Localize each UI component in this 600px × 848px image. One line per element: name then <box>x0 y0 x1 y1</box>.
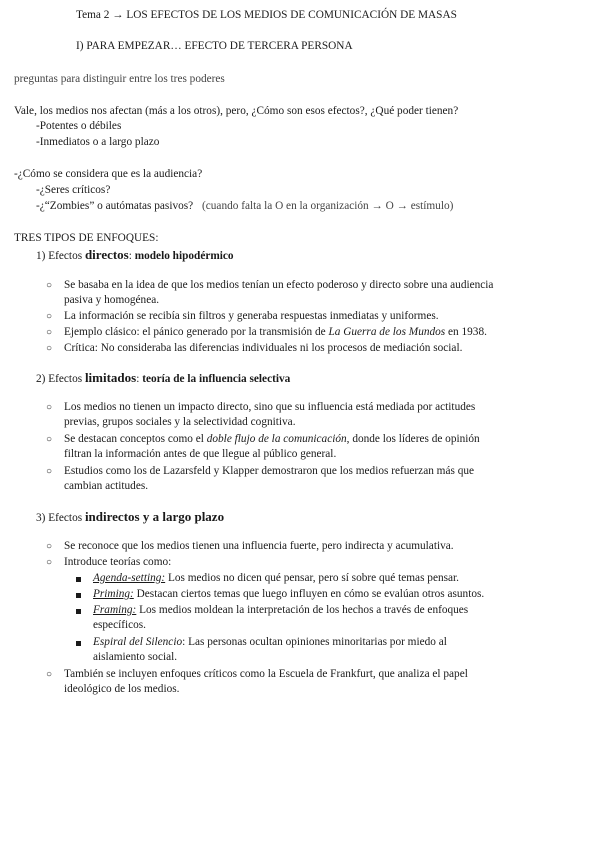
bullet-icon: ○ <box>46 311 53 322</box>
question-2-option-b <box>36 199 453 214</box>
question-2: -¿Cómo se considera que es la audiencia? <box>14 168 203 180</box>
question-1-option-b: -Inmediatos o a largo plazo <box>36 136 160 148</box>
list-item <box>64 325 487 340</box>
list-item: Estudios como los de Lazarsfeld y Klapper demostraron que los medios refuerzan más que <box>64 465 475 477</box>
theory-name: Espiral del Silencio <box>93 636 183 648</box>
list-item-continuation: pasiva y homogénea. <box>64 294 160 306</box>
list-item <box>64 432 480 447</box>
theory-name: Priming: <box>93 588 134 600</box>
section-1-model: modelo hipodérmico <box>134 250 234 262</box>
section-2-prefix: 2) Efectos <box>36 373 85 385</box>
theory-name: Agenda-setting: <box>93 572 166 584</box>
intro-note: preguntas para distinguir entre los tres poderes <box>14 73 225 85</box>
section-2-title <box>36 370 290 387</box>
theory-text: Destacan ciertos temas que luego influyen en cómo se evalúan otros asuntos. <box>133 588 485 600</box>
list-item: La información se recibía sin filtros y generaba respuestas inmediatas y uniformes. <box>64 310 439 322</box>
list-item: Se reconoce que los medios tienen una influencia fuerte, pero indirecta y acumulativa. <box>64 540 454 552</box>
bullet-icon: ○ <box>46 669 53 680</box>
list-item-continuation: ideológico de los medios. <box>64 683 180 695</box>
section-1-prefix: 1) Efectos <box>36 250 85 262</box>
section-3-prefix: 3) Efectos <box>36 512 85 524</box>
list-item-text-end: en 1938. <box>445 326 487 338</box>
bullet-icon: ○ <box>46 541 53 552</box>
section-3-title <box>36 509 224 526</box>
bullet-icon: ○ <box>46 557 53 568</box>
list-item-text: Se destacan conceptos como el <box>64 433 207 445</box>
theory-item <box>93 587 484 602</box>
bullet-icon: ○ <box>46 466 53 477</box>
question-1-option-a: -Potentes o débiles <box>36 120 122 132</box>
theory-item <box>93 635 447 650</box>
list-item-text: Ejemplo clásico: el pánico generado por la transmisión de <box>64 326 329 338</box>
list-item-continuation: cambian actitudes. <box>64 480 149 492</box>
section-2-sep: : <box>136 373 143 385</box>
theory-text: Los medios moldean la interpretación de los hechos a través de enfoques <box>136 604 469 616</box>
tipos-heading: TRES TIPOS DE ENFOQUES: <box>14 232 159 244</box>
theory-text: : Las personas ocultan opiniones minoritarias por miedo al <box>182 636 447 648</box>
list-item-continuation: previas, grupos sociales y la selectividad cognitiva. <box>64 416 296 428</box>
section-heading: I) PARA EMPEZAR… EFECTO DE TERCERA PERSONA <box>76 40 353 52</box>
question-1: Vale, los medios nos afectan (más a los otros), pero, ¿Cómo son esos efectos?, ¿Qué poder tienen? <box>14 105 459 117</box>
question-2-option-a: -¿Seres críticos? <box>36 184 111 196</box>
theory-name: Framing: <box>93 604 137 616</box>
bullet-icon: ○ <box>46 327 53 338</box>
list-item: Se basaba en la idea de que los medios tenían un efecto poderoso y directo sobre una audiencia <box>64 279 494 291</box>
question-2-option-b-note: (cuando falta la O en la organización → O → estímulo) <box>202 200 454 212</box>
list-item-continuation: filtran la información antes de que llegue al público general. <box>64 448 337 460</box>
question-2-option-b-text: -¿“Zombies” o autómatas pasivos? <box>36 200 194 212</box>
list-item: Los medios no tienen un impacto directo, sino que su influencia está mediada por actitudes <box>64 401 476 413</box>
bullet-icon: ○ <box>46 434 53 445</box>
section-1-sep: : <box>128 250 135 262</box>
theory-item <box>93 571 459 586</box>
list-item: También se incluyen enfoques críticos como la Escuela de Frankfurt, que analiza el papel <box>64 668 468 680</box>
list-item-work-title: La Guerra de los Mundos <box>328 326 446 338</box>
theory-item-continuation: aislamiento social. <box>93 651 178 663</box>
square-bullet-icon <box>76 577 81 582</box>
square-bullet-icon <box>76 641 81 646</box>
bullet-icon: ○ <box>46 280 53 291</box>
bullet-icon: ○ <box>46 402 53 413</box>
theory-item <box>93 603 468 618</box>
bullet-icon: ○ <box>46 343 53 354</box>
section-2-model: teoría de la influencia selectiva <box>142 373 291 385</box>
square-bullet-icon <box>76 609 81 614</box>
list-item-text-end: , donde los líderes de opinión <box>346 433 480 445</box>
section-1-title <box>36 247 234 264</box>
theory-item-continuation: específicos. <box>93 619 147 631</box>
list-item-concept: doble flujo de la comunicación <box>206 433 347 445</box>
list-item: Introduce teorías como: <box>64 556 172 568</box>
section-2-key: limitados <box>84 370 137 385</box>
square-bullet-icon <box>76 593 81 598</box>
section-1-key: directos <box>84 247 129 262</box>
list-item: Crítica: No consideraba las diferencias individuales ni los procesos de mediación social. <box>64 342 463 354</box>
section-3-key: indirectos y a largo plazo <box>84 509 225 524</box>
page-title: Tema 2 → LOS EFECTOS DE LOS MEDIOS DE COMUNICACIÓN DE MASAS <box>76 9 457 21</box>
theory-text: Los medios no dicen qué pensar, pero sí sobre qué temas pensar. <box>165 572 459 584</box>
